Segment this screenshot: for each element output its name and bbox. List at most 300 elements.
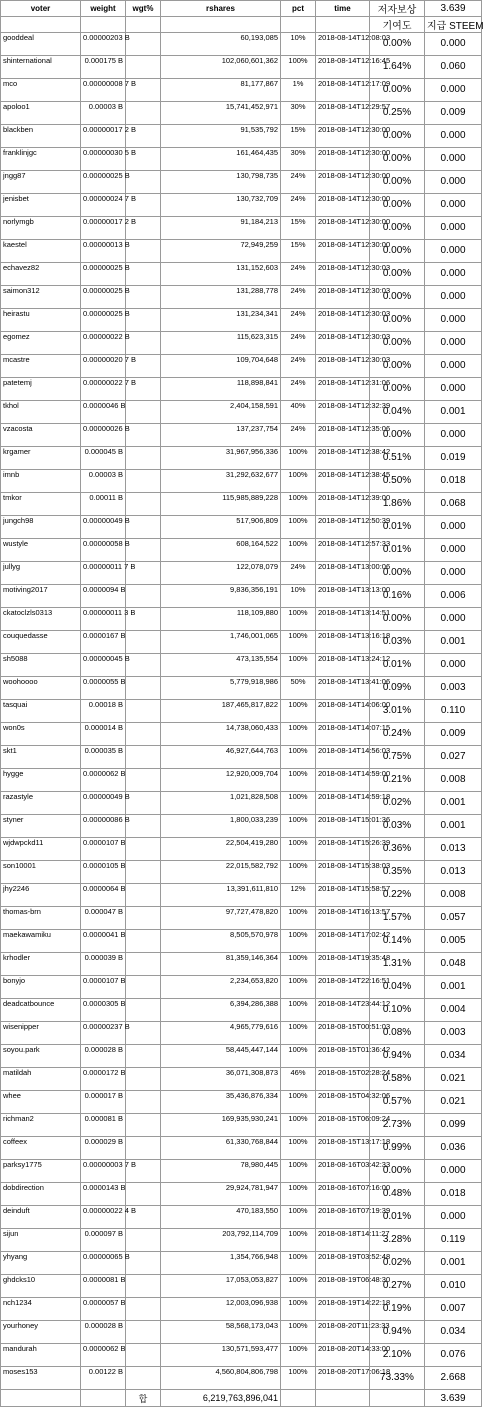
contribution-cell: 0.00% [370, 562, 425, 585]
wgt-cell [126, 171, 161, 194]
rshares-cell: 72,949,259 [161, 240, 281, 263]
table-row [1, 953, 482, 976]
steem-cell: 0.048 [425, 953, 482, 976]
rshares-cell: 118,898,841 [161, 378, 281, 401]
header-contribution: 기여도 [370, 17, 425, 33]
total-row [1, 1390, 482, 1407]
pct-cell: 24% [281, 309, 316, 332]
total-blank [81, 1390, 126, 1407]
rshares-cell: 81,359,146,364 [161, 953, 281, 976]
steem-cell: 0.076 [425, 1344, 482, 1367]
rshares-cell: 60,193,085 [161, 33, 281, 56]
steem-cell: 0.000 [425, 240, 482, 263]
pct-cell: 15% [281, 125, 316, 148]
rshares-cell: 12,003,096,938 [161, 1298, 281, 1321]
steem-cell: 0.001 [425, 401, 482, 424]
wgt-cell [126, 332, 161, 355]
weight-cell: 0.00003 B [81, 102, 126, 125]
contribution-cell: 2.10% [370, 1344, 425, 1367]
table-row [1, 378, 482, 401]
table-row [1, 1160, 482, 1183]
wgt-cell [126, 493, 161, 516]
weight-cell: 0.00000025 B [81, 171, 126, 194]
voter-cell: wisenipper [1, 1022, 81, 1045]
voter-cell: krhodler [1, 953, 81, 976]
wgt-cell [126, 1068, 161, 1091]
time-cell: 2018-08-14T16:13:57 [316, 907, 370, 930]
weight-cell: 0.0000064 B [81, 884, 126, 907]
voter-cell: gooddeal [1, 33, 81, 56]
weight-cell: 0.00000003 7 B [81, 1160, 126, 1183]
pct-cell: 100% [281, 539, 316, 562]
pct-cell: 100% [281, 1183, 316, 1206]
contribution-cell: 0.94% [370, 1045, 425, 1068]
voter-cell: couquedasse [1, 631, 81, 654]
weight-cell: 0.00000022 4 B [81, 1206, 126, 1229]
rshares-cell: 5,779,918,986 [161, 677, 281, 700]
wgt-cell [126, 631, 161, 654]
rshares-cell: 35,436,876,334 [161, 1091, 281, 1114]
steem-cell: 0.000 [425, 378, 482, 401]
weight-cell: 0.0000172 B [81, 1068, 126, 1091]
steem-cell: 0.009 [425, 723, 482, 746]
voter-cell: matildah [1, 1068, 81, 1091]
voter-cell: imnb [1, 470, 81, 493]
rshares-cell: 137,237,754 [161, 424, 281, 447]
table-row [1, 884, 482, 907]
pct-cell: 100% [281, 953, 316, 976]
time-cell: 2018-08-20T11:23:33 [316, 1321, 370, 1344]
weight-cell: 0.000017 B [81, 1091, 126, 1114]
pct-cell: 100% [281, 1206, 316, 1229]
pct-cell: 100% [281, 861, 316, 884]
voter-cell: apoloo1 [1, 102, 81, 125]
rshares-cell: 61,330,768,844 [161, 1137, 281, 1160]
time-cell: 2018-08-15T06:09:24 [316, 1114, 370, 1137]
table-row [1, 401, 482, 424]
time-cell: 2018-08-14T12:30:00 [316, 240, 370, 263]
weight-cell: 0.0000062 B [81, 769, 126, 792]
total-label: 합 [126, 1390, 161, 1407]
weight-cell: 0.00000024 7 B [81, 194, 126, 217]
steem-cell: 0.034 [425, 1321, 482, 1344]
time-cell: 2018-08-16T07:16:00 [316, 1183, 370, 1206]
steem-cell: 0.000 [425, 654, 482, 677]
wgt-cell [126, 1091, 161, 1114]
total-rshares: 6,219,763,896,041 [161, 1390, 281, 1407]
rshares-cell: 97,727,478,820 [161, 907, 281, 930]
weight-cell: 0.000047 B [81, 907, 126, 930]
weight-cell: 0.0000057 B [81, 1298, 126, 1321]
rshares-cell: 17,053,053,827 [161, 1275, 281, 1298]
weight-cell: 0.00000025 B [81, 286, 126, 309]
pct-cell: 100% [281, 907, 316, 930]
contribution-cell: 0.01% [370, 1206, 425, 1229]
steem-cell: 0.013 [425, 861, 482, 884]
time-cell: 2018-08-14T12:30:03 [316, 286, 370, 309]
contribution-cell: 0.03% [370, 631, 425, 654]
time-cell: 2018-08-14T22:16:51 [316, 976, 370, 999]
time-cell: 2018-08-14T12:30:03 [316, 263, 370, 286]
pct-cell: 24% [281, 263, 316, 286]
contribution-cell: 0.01% [370, 539, 425, 562]
time-cell: 2018-08-15T13:17:18 [316, 1137, 370, 1160]
table-row [1, 1344, 482, 1367]
header-voter: voter [1, 1, 81, 17]
table-row [1, 56, 482, 79]
table-row [1, 263, 482, 286]
steem-cell: 0.057 [425, 907, 482, 930]
voter-cell: mco [1, 79, 81, 102]
wgt-cell [126, 447, 161, 470]
voter-cell: ghdcks10 [1, 1275, 81, 1298]
rshares-cell: 187,465,817,822 [161, 700, 281, 723]
pct-cell: 15% [281, 217, 316, 240]
rshares-cell: 13,391,611,810 [161, 884, 281, 907]
rshares-cell: 78,980,445 [161, 1160, 281, 1183]
table-row [1, 125, 482, 148]
pct-cell: 100% [281, 447, 316, 470]
weight-cell: 0.00000008 7 B [81, 79, 126, 102]
pct-cell: 100% [281, 1298, 316, 1321]
time-cell: 2018-08-14T12:50:39 [316, 516, 370, 539]
weight-cell: 0.00000011 3 B [81, 608, 126, 631]
pct-cell: 100% [281, 516, 316, 539]
wgt-cell [126, 1321, 161, 1344]
contribution-cell: 0.50% [370, 470, 425, 493]
weight-cell: 0.00000022 B [81, 332, 126, 355]
steem-cell: 0.036 [425, 1137, 482, 1160]
time-cell: 2018-08-14T12:30:03 [316, 355, 370, 378]
table-row [1, 1183, 482, 1206]
wgt-cell [126, 999, 161, 1022]
time-cell: 2018-08-19T14:22:18 [316, 1298, 370, 1321]
rshares-cell: 22,504,419,280 [161, 838, 281, 861]
contribution-cell: 0.00% [370, 608, 425, 631]
time-cell: 2018-08-15T01:36:42 [316, 1045, 370, 1068]
time-cell: 2018-08-14T19:35:48 [316, 953, 370, 976]
contribution-cell: 0.58% [370, 1068, 425, 1091]
table-row [1, 700, 482, 723]
voter-cell: bonyjo [1, 976, 81, 999]
weight-cell: 0.00000065 B [81, 1252, 126, 1275]
table-row [1, 79, 482, 102]
steem-cell: 0.034 [425, 1045, 482, 1068]
pct-cell: 10% [281, 585, 316, 608]
weight-cell: 0.00000022 7 B [81, 378, 126, 401]
steem-cell: 0.019 [425, 447, 482, 470]
time-cell: 2018-08-14T12:57:33 [316, 539, 370, 562]
voter-cell: maekawamiku [1, 930, 81, 953]
table-row [1, 1298, 482, 1321]
time-cell: 2018-08-20T14:33:00 [316, 1344, 370, 1367]
time-cell: 2018-08-14T13:16:18 [316, 631, 370, 654]
voter-cell: heirastu [1, 309, 81, 332]
contribution-cell: 0.00% [370, 332, 425, 355]
steem-cell: 0.009 [425, 102, 482, 125]
rshares-cell: 115,985,889,228 [161, 493, 281, 516]
time-cell: 2018-08-14T15:38:03 [316, 861, 370, 884]
pct-cell: 15% [281, 240, 316, 263]
voter-cell: razastyle [1, 792, 81, 815]
header-row [1, 1, 482, 17]
contribution-cell: 0.00% [370, 263, 425, 286]
wgt-cell [126, 56, 161, 79]
rshares-cell: 1,800,033,239 [161, 815, 281, 838]
voter-cell: wustyle [1, 539, 81, 562]
time-cell: 2018-08-18T14:11:27 [316, 1229, 370, 1252]
pct-cell: 30% [281, 102, 316, 125]
time-cell: 2018-08-19T06:48:30 [316, 1275, 370, 1298]
time-cell: 2018-08-14T12:16:45 [316, 56, 370, 79]
table-row [1, 194, 482, 217]
voter-cell: parksy1775 [1, 1160, 81, 1183]
contribution-cell: 0.48% [370, 1183, 425, 1206]
pct-cell: 100% [281, 1114, 316, 1137]
weight-cell: 0.0000105 B [81, 861, 126, 884]
table-row [1, 493, 482, 516]
rshares-cell: 91,535,792 [161, 125, 281, 148]
time-cell: 2018-08-14T12:30:00 [316, 125, 370, 148]
pct-cell: 100% [281, 1091, 316, 1114]
rshares-cell: 22,015,582,792 [161, 861, 281, 884]
pct-cell: 100% [281, 1229, 316, 1252]
pct-cell: 30% [281, 148, 316, 171]
pct-cell: 100% [281, 746, 316, 769]
weight-cell: 0.000045 B [81, 447, 126, 470]
table-row [1, 240, 482, 263]
table-row [1, 332, 482, 355]
table-row [1, 217, 482, 240]
pct-cell: 100% [281, 56, 316, 79]
sub-header-row [1, 17, 482, 33]
time-cell: 2018-08-15T02:28:24 [316, 1068, 370, 1091]
time-cell: 2018-08-14T12:30:00 [316, 217, 370, 240]
contribution-cell: 0.94% [370, 1321, 425, 1344]
rshares-cell: 9,836,356,191 [161, 585, 281, 608]
table-row [1, 907, 482, 930]
pct-cell: 100% [281, 930, 316, 953]
weight-cell: 0.00000013 B [81, 240, 126, 263]
contribution-cell: 1.64% [370, 56, 425, 79]
steem-cell: 0.000 [425, 194, 482, 217]
wgt-cell [126, 723, 161, 746]
steem-cell: 0.000 [425, 424, 482, 447]
time-cell: 2018-08-14T12:30:03 [316, 332, 370, 355]
steem-cell: 0.000 [425, 148, 482, 171]
wgt-cell [126, 33, 161, 56]
rshares-cell: 131,288,778 [161, 286, 281, 309]
pct-cell: 24% [281, 562, 316, 585]
steem-cell: 0.000 [425, 516, 482, 539]
pct-cell: 24% [281, 378, 316, 401]
wgt-cell [126, 1114, 161, 1137]
contribution-cell: 2.73% [370, 1114, 425, 1137]
table-row [1, 654, 482, 677]
table-row [1, 815, 482, 838]
rshares-cell: 102,060,601,362 [161, 56, 281, 79]
voter-cell: sijun [1, 1229, 81, 1252]
contribution-cell: 0.00% [370, 148, 425, 171]
weight-cell: 0.000081 B [81, 1114, 126, 1137]
wgt-cell [126, 953, 161, 976]
table-row [1, 33, 482, 56]
contribution-cell: 0.00% [370, 424, 425, 447]
voter-cell: tasquai [1, 700, 81, 723]
contribution-cell: 0.00% [370, 1160, 425, 1183]
contribution-cell: 0.21% [370, 769, 425, 792]
total-blank [1, 1390, 81, 1407]
contribution-cell: 0.51% [370, 447, 425, 470]
contribution-cell: 0.00% [370, 79, 425, 102]
pct-cell: 100% [281, 1045, 316, 1068]
weight-cell: 0.00000030 5 B [81, 148, 126, 171]
table-row [1, 516, 482, 539]
time-cell: 2018-08-14T12:39:00 [316, 493, 370, 516]
pct-cell: 100% [281, 1022, 316, 1045]
contribution-cell: 0.00% [370, 240, 425, 263]
rshares-cell: 130,732,709 [161, 194, 281, 217]
time-cell: 2018-08-14T15:26:39 [316, 838, 370, 861]
steem-cell: 0.000 [425, 217, 482, 240]
table-row [1, 286, 482, 309]
rshares-cell: 1,354,766,948 [161, 1252, 281, 1275]
header-wgt: wgt% [126, 1, 161, 17]
pct-cell: 100% [281, 815, 316, 838]
weight-cell: 0.0000143 B [81, 1183, 126, 1206]
time-cell: 2018-08-14T13:24:12 [316, 654, 370, 677]
voter-cell: won0s [1, 723, 81, 746]
voter-cell: jhy2246 [1, 884, 81, 907]
header-time: time [316, 1, 370, 17]
steem-cell: 0.000 [425, 355, 482, 378]
time-cell: 2018-08-20T17:06:18 [316, 1367, 370, 1390]
table-row [1, 355, 482, 378]
steem-cell: 0.000 [425, 562, 482, 585]
contribution-cell: 0.08% [370, 1022, 425, 1045]
contribution-cell: 0.19% [370, 1298, 425, 1321]
wgt-cell [126, 746, 161, 769]
contribution-cell: 73.33% [370, 1367, 425, 1390]
voter-cell: franklinjgc [1, 148, 81, 171]
steem-cell: 0.060 [425, 56, 482, 79]
weight-cell: 0.0000167 B [81, 631, 126, 654]
pct-cell: 100% [281, 1367, 316, 1390]
rshares-cell: 131,152,603 [161, 263, 281, 286]
wgt-cell [126, 907, 161, 930]
table-row [1, 562, 482, 585]
wgt-cell [126, 677, 161, 700]
voter-cell: nch1234 [1, 1298, 81, 1321]
contribution-cell: 0.00% [370, 309, 425, 332]
header-weight: weight [81, 1, 126, 17]
table-row [1, 861, 482, 884]
wgt-cell [126, 1022, 161, 1045]
contribution-cell: 0.04% [370, 976, 425, 999]
total-blank [281, 1390, 316, 1407]
weight-cell: 0.00003 B [81, 470, 126, 493]
steem-cell: 0.119 [425, 1229, 482, 1252]
steem-cell: 0.027 [425, 746, 482, 769]
weight-cell: 0.00000203 B [81, 33, 126, 56]
voter-cell: whee [1, 1091, 81, 1114]
wgt-cell [126, 769, 161, 792]
steem-cell: 0.001 [425, 792, 482, 815]
steem-cell: 0.110 [425, 700, 482, 723]
contribution-cell: 0.00% [370, 171, 425, 194]
wgt-cell [126, 1367, 161, 1390]
table-row [1, 723, 482, 746]
voter-cell: wjdwpckd11 [1, 838, 81, 861]
table-row [1, 309, 482, 332]
table-row [1, 447, 482, 470]
table-row [1, 102, 482, 125]
wgt-cell [126, 309, 161, 332]
voter-cell: yourhoney [1, 1321, 81, 1344]
time-cell: 2018-08-14T12:31:06 [316, 378, 370, 401]
steem-cell: 0.000 [425, 332, 482, 355]
pct-cell: 100% [281, 1275, 316, 1298]
rshares-cell: 169,935,930,241 [161, 1114, 281, 1137]
reward-label: 저자보상 [370, 1, 425, 17]
rshares-cell: 1,021,828,508 [161, 792, 281, 815]
table-row [1, 631, 482, 654]
wgt-cell [126, 700, 161, 723]
steem-cell: 0.000 [425, 309, 482, 332]
wgt-cell [126, 1275, 161, 1298]
contribution-cell: 0.00% [370, 355, 425, 378]
pct-cell: 40% [281, 401, 316, 424]
rshares-cell: 130,571,593,477 [161, 1344, 281, 1367]
wgt-cell [126, 976, 161, 999]
contribution-cell: 0.10% [370, 999, 425, 1022]
weight-cell: 0.00000237 B [81, 1022, 126, 1045]
weight-cell: 0.0000094 B [81, 585, 126, 608]
contribution-cell: 0.01% [370, 654, 425, 677]
contribution-cell: 0.00% [370, 194, 425, 217]
rshares-cell: 470,183,550 [161, 1206, 281, 1229]
time-cell: 2018-08-14T13:41:06 [316, 677, 370, 700]
rshares-cell: 31,967,956,336 [161, 447, 281, 470]
time-cell: 2018-08-16T03:42:33 [316, 1160, 370, 1183]
table-row [1, 1229, 482, 1252]
voter-cell: woohoooo [1, 677, 81, 700]
pct-cell: 100% [281, 1252, 316, 1275]
steem-cell: 0.000 [425, 1206, 482, 1229]
rshares-cell: 2,234,653,820 [161, 976, 281, 999]
rshares-cell: 1,746,001,065 [161, 631, 281, 654]
steem-cell: 0.000 [425, 125, 482, 148]
wgt-cell [126, 654, 161, 677]
steem-cell: 0.004 [425, 999, 482, 1022]
steem-cell: 0.001 [425, 1252, 482, 1275]
table-row [1, 746, 482, 769]
contribution-cell: 0.01% [370, 516, 425, 539]
contribution-cell: 3.01% [370, 700, 425, 723]
contribution-cell: 0.57% [370, 1091, 425, 1114]
voter-cell: soyou.park [1, 1045, 81, 1068]
rshares-cell: 8,505,570,978 [161, 930, 281, 953]
contribution-cell: 0.16% [370, 585, 425, 608]
rshares-cell: 12,920,009,704 [161, 769, 281, 792]
total-blank [370, 1390, 425, 1407]
voter-cell: saimon312 [1, 286, 81, 309]
time-cell: 2018-08-14T12:32:39 [316, 401, 370, 424]
rshares-cell: 118,109,880 [161, 608, 281, 631]
header-steem: 지급 STEEM [425, 17, 482, 33]
contribution-cell: 0.35% [370, 861, 425, 884]
time-cell: 2018-08-14T23:44:12 [316, 999, 370, 1022]
